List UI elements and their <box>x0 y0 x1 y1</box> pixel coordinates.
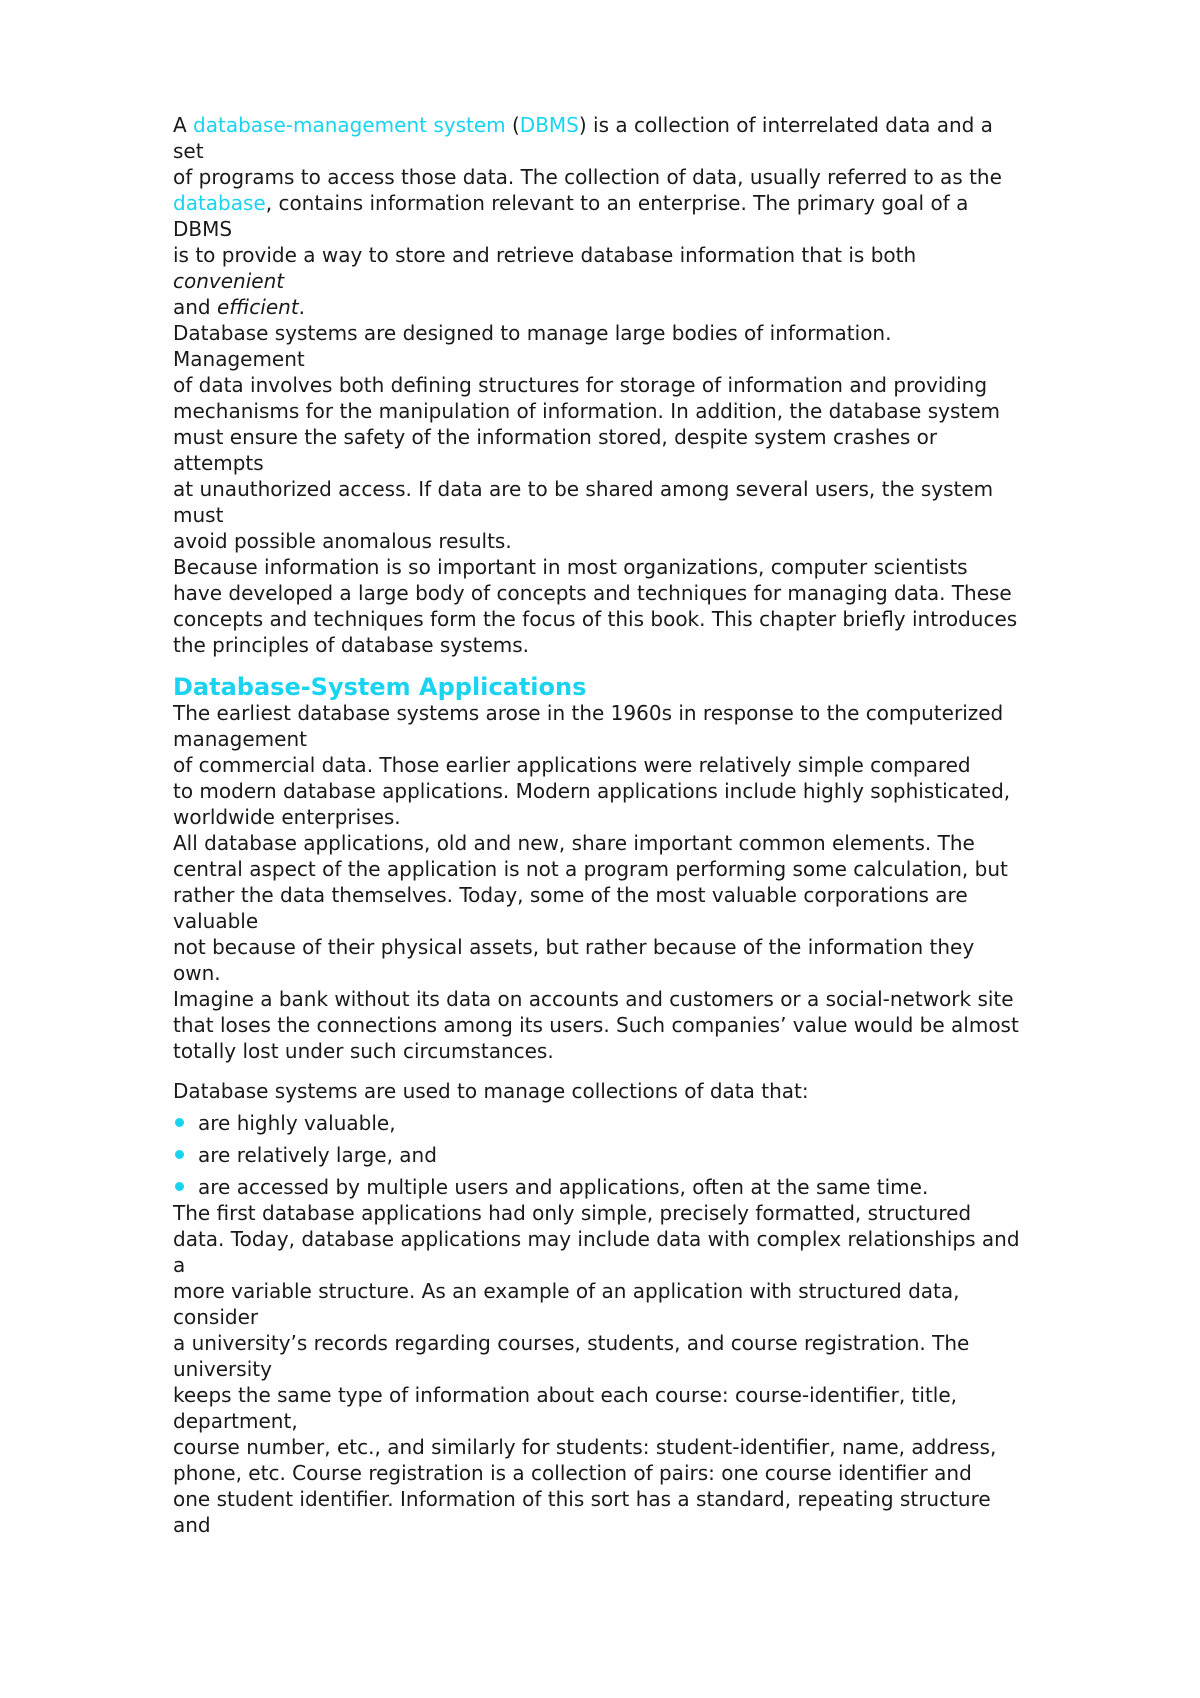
paragraph-gap <box>173 1064 1133 1078</box>
text-line: The earliest database systems arose in the 1960s in response to the computerized <box>173 701 1004 725</box>
section-paragraph-4 <box>173 1200 1133 1538</box>
text-line: that loses the connections among its users. Such companies’ value would be almost <box>173 1013 1019 1037</box>
text-line: set <box>173 139 204 163</box>
text-line: own. <box>173 961 221 985</box>
emphasis-efficient: efficient <box>216 295 299 319</box>
intro-paragraph-1 <box>173 112 1133 320</box>
bullet-icon <box>175 1118 184 1127</box>
text-line: to modern database applications. Modern applications include highly sophisticated, <box>173 779 1011 803</box>
list-intro: Database systems are used to manage collections of data that: <box>173 1079 809 1103</box>
text-line: management <box>173 727 307 751</box>
text-line: valuable <box>173 909 259 933</box>
text-line: keeps the same type of information about each course: course-identifier, title, <box>173 1383 958 1407</box>
text-line: DBMS <box>173 217 233 241</box>
text-line: concepts and techniques form the focus of this book. This chapter briefly introduces <box>173 607 1018 631</box>
text-line: a <box>173 1253 186 1277</box>
text-line: mechanisms for the manipulation of information. In addition, the database system <box>173 399 1000 423</box>
text-line: data. Today, database applications may include data with complex relationships and <box>173 1227 1020 1251</box>
list-item: are highly valuable, <box>173 1110 1133 1136</box>
text-line: and efficient. <box>173 295 306 319</box>
text-line: Management <box>173 347 305 371</box>
text-line: must ensure the safety of the information stored, despite system crashes or <box>173 425 938 449</box>
bullet-icon <box>175 1150 184 1159</box>
text-line: A database-management system (DBMS) is a collection of interrelated data and a <box>173 113 993 137</box>
text-line: at unauthorized access. If data are to be shared among several users, the system <box>173 477 994 501</box>
document-page <box>173 112 1133 1538</box>
text-line: Database systems are designed to manage large bodies of information. <box>173 321 892 345</box>
text-line: All database applications, old and new, share important common elements. The <box>173 831 975 855</box>
emphasis-convenient: convenient <box>173 269 285 293</box>
text-line: one student identifier. Information of this sort has a standard, repeating structure <box>173 1487 991 1511</box>
text-line: university <box>173 1357 272 1381</box>
text-line: department, <box>173 1409 298 1433</box>
section-heading: Database-System Applications <box>173 673 587 701</box>
text-line: course number, etc., and similarly for students: student-identifier, name, address, <box>173 1435 997 1459</box>
text-line: more variable structure. As an example of an application with structured data, <box>173 1279 960 1303</box>
intro-paragraph-2 <box>173 320 1133 554</box>
intro-paragraph-3 <box>173 554 1133 658</box>
section-paragraph-3 <box>173 986 1133 1064</box>
text-line: avoid possible anomalous results. <box>173 529 512 553</box>
text-line: database, contains information relevant to an enterprise. The primary goal of a <box>173 191 969 215</box>
text-line: must <box>173 503 224 527</box>
bullet-list <box>173 1110 1133 1200</box>
text-line: The first database applications had only simple, precisely formatted, structured <box>173 1201 972 1225</box>
text-line: phone, etc. Course registration is a collection of pairs: one course identifier and <box>173 1461 972 1485</box>
text-line: and <box>173 1513 211 1537</box>
text-line: is to provide a way to store and retrieve database information that is both <box>173 243 917 267</box>
term-dbms-full: database-management system <box>193 113 506 137</box>
text-line: the principles of database systems. <box>173 633 530 657</box>
text-line: of programs to access those data. The collection of data, usually referred to as the <box>173 165 1002 189</box>
text-line: totally lost under such circumstances. <box>173 1039 554 1063</box>
text-line: Imagine a bank without its data on accounts and customers or a social-network site <box>173 987 1014 1011</box>
text-line: have developed a large body of concepts and techniques for managing data. These <box>173 581 1012 605</box>
text-line: central aspect of the application is not a program performing some calculation, but <box>173 857 1008 881</box>
text-line: not because of their physical assets, but rather because of the information they <box>173 935 975 959</box>
bullet-icon <box>175 1182 184 1191</box>
text-line: consider <box>173 1305 259 1329</box>
text-line: of data involves both defining structures for storage of information and providing <box>173 373 988 397</box>
text-line: a university’s records regarding courses, students, and course registration. The <box>173 1331 970 1355</box>
text-line: worldwide enterprises. <box>173 805 401 829</box>
list-item: are relatively large, and <box>173 1142 1133 1168</box>
term-database: database <box>173 191 266 215</box>
term-dbms-abbrev: DBMS <box>519 113 579 137</box>
list-item: are accessed by multiple users and applications, often at the same time. <box>173 1174 1133 1200</box>
section-paragraph-2 <box>173 830 1133 986</box>
text-line <box>173 268 1133 294</box>
text-line: attempts <box>173 451 264 475</box>
text-line: Because information is so important in most organizations, computer scientists <box>173 555 968 579</box>
text-line: rather the data themselves. Today, some of the most valuable corporations are <box>173 883 968 907</box>
text-line: of commercial data. Those earlier applications were relatively simple compared <box>173 753 971 777</box>
section-paragraph-1 <box>173 700 1133 830</box>
